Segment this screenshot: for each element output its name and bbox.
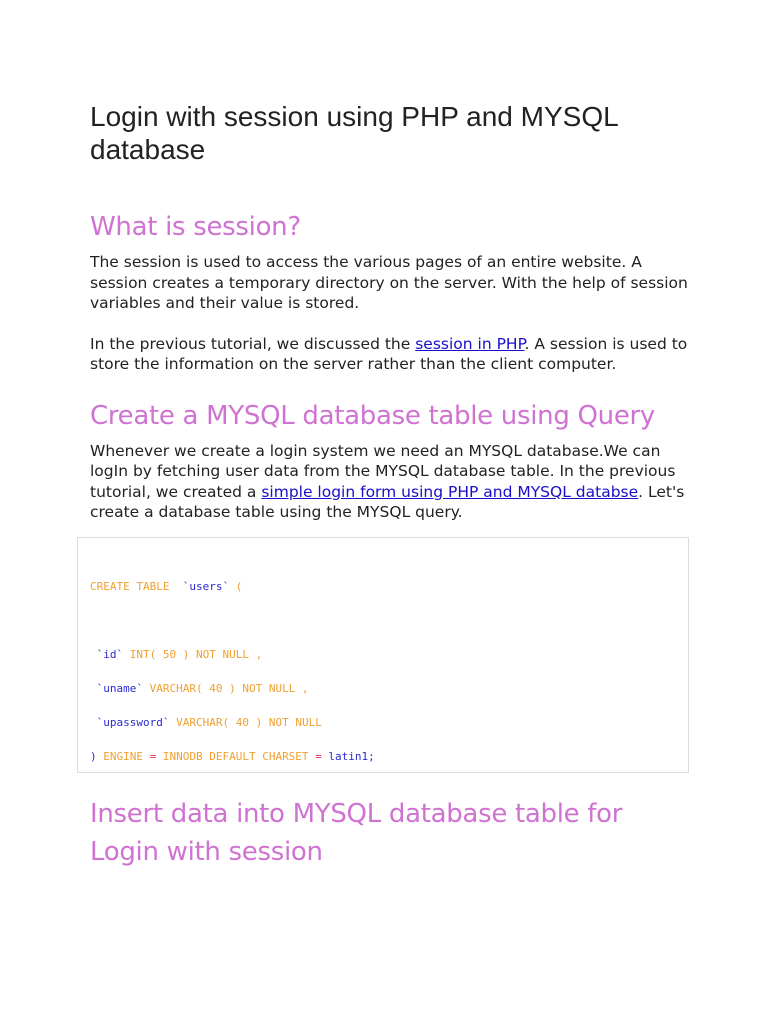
code-identifier: `upassword` [90,715,170,729]
section-heading-what-is-session: What is session? [90,212,301,242]
code-identifier: `users` [182,579,230,593]
code-keyword: ENGINE [96,749,150,763]
code-identifier: `uname` [90,681,143,695]
paragraph-text: The session is used to access the various pages of an entire website. A session creates a temporary directory on the server. With the help of session variables and their value is stored. [90,253,688,312]
code-keyword: ) NOT NULL [255,715,322,729]
link-simple-login-form[interactable]: simple login form using PHP and MYSQL databse [261,482,639,501]
code-identifier: latin1; [321,749,375,763]
link-session-in-php[interactable]: session in PHP [415,334,525,353]
code-keyword: ) NOT NULL , [229,681,309,695]
section-heading-create-table: Create a MYSQL database table using Query [90,400,656,431]
document-page [90,100,690,877]
code-identifier: `id` [90,647,124,661]
paragraph [90,252,690,314]
code-number: 40 [202,681,230,695]
code-operator: = [149,749,157,763]
paragraph-text: . A session is used to store the information on the server rather than the client computer. [90,334,688,373]
code-space [169,580,182,593]
code-punct: ( [229,579,243,593]
code-keyword: ) NOT NULL , [182,647,263,661]
section-heading-insert-data: Insert data into MYSQL database table for Login with session [90,798,623,867]
code-block [77,537,689,773]
code-keyword: CREATE TABLE [90,579,170,593]
code-operator: = [315,749,322,763]
code-number: 50 [156,647,183,661]
code-keyword: VARCHAR( [142,681,203,695]
code-keyword: VARCHAR( [169,715,230,729]
paragraph [90,334,690,375]
code-keyword: INNODB DEFAULT CHARSET [156,749,316,763]
code-line [90,580,676,594]
code-keyword: INT( [123,647,157,661]
paragraph-text: Whenever we create a login system we need an MYSQL database.We can logIn by fetching user data from the MYSQL database table. In the previous tutorial, we created a [90,441,676,501]
code-punct: ) [90,749,97,763]
code-line [90,750,676,764]
code-line [90,716,676,730]
paragraph-text: In the previous tutorial, we discussed the [90,334,416,353]
paragraph-text: . Let's create a database table using the MYSQL query. [90,482,685,521]
page-title: Login with session using PHP and MYSQL database [90,101,618,165]
paragraph [90,441,690,523]
code-line [90,648,676,662]
code-line [90,682,676,696]
code-number: 40 [229,715,256,729]
